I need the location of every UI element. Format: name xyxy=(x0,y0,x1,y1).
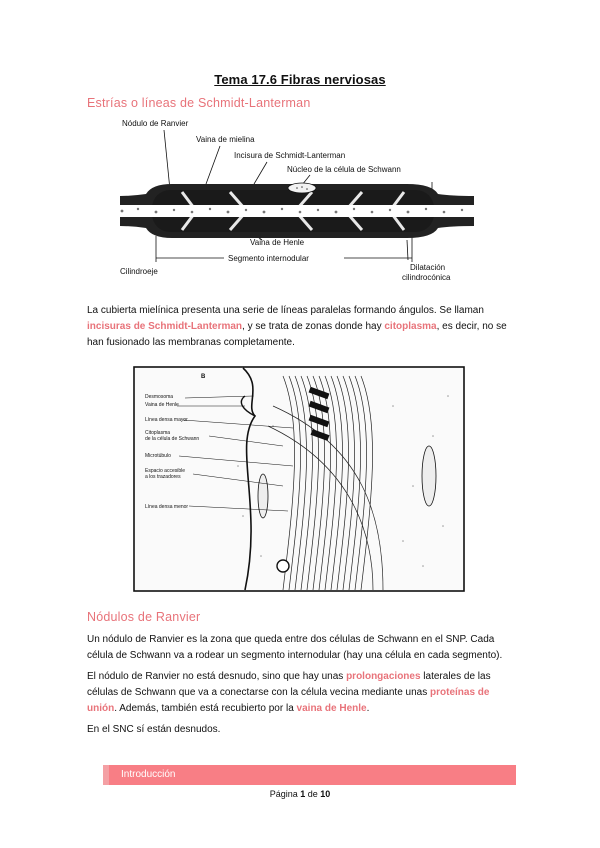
footer-tab-accent xyxy=(103,765,109,785)
paragraph-snc: En el SNC sí están desnudos. xyxy=(87,724,221,735)
label-desmosoma: Desmosoma xyxy=(145,394,174,400)
label-linea-densa-menor: Línea densa menor xyxy=(145,504,189,510)
label-microtubulo: Microtúbulo xyxy=(145,453,171,459)
paragraph-nodulo-definicion: Un nódulo de Ranvier es la zona que queda entre dos células de Schwann en el SNP. Cada célula de Schwann va a rodear un segmento internodular (hay una célula en cada segmento). xyxy=(87,634,503,661)
label-dilatacion-1: Dilatación xyxy=(410,263,446,272)
label-dilatacion-2: cilindrocónica xyxy=(402,273,451,282)
highlight-citoplasma: citoplasma xyxy=(384,321,437,332)
label-incisura: Incisura de Schmidt-Lanterman xyxy=(234,151,346,160)
label-cilindroeje: Cilindroeje xyxy=(120,267,158,276)
label-vaina-mielina: Vaina de mielina xyxy=(196,135,255,144)
highlight-incisuras: incisuras de Schmidt-Lanterman xyxy=(87,321,243,332)
schwann-ultrastructure-diagram xyxy=(133,366,465,592)
label-espacio-2: a los trazadores xyxy=(145,474,181,480)
label-segmento-internodular: Segmento internodular xyxy=(228,254,309,263)
page-title: Tema 17.6 Fibras nerviosas xyxy=(214,72,386,87)
label-citoplasma-1: Citoplasma xyxy=(145,430,171,436)
section-heading-schmidt-lanterman: Estrías o líneas de Schmidt-Lanterman xyxy=(87,96,311,110)
label-citoplasma-2: de la célula de Schwann xyxy=(145,436,200,442)
label-vaina-henle: Vaina de Henle xyxy=(250,238,305,247)
label-linea-densa-mayor: Línea densa mayor xyxy=(145,417,188,423)
label-nodulo-ranvier: Nódulo de Ranvier xyxy=(122,119,189,128)
section-heading-nodulos-ranvier: Nódulos de Ranvier xyxy=(87,610,201,624)
footer-section-label: Introducción xyxy=(121,769,176,780)
paragraph-nodulo-prolongaciones: El nódulo de Ranvier no está desnudo, sino que hay unas prolongaciones laterales de las células de Schwann que va a conectarse con la célula vecina mediante unas proteínas de unión. Además, también está recubierto por la vaina de Henle. xyxy=(87,671,491,714)
page-number: Página 1 de 10 xyxy=(269,789,331,799)
label-vaina-henle-2: Vaina de Henle xyxy=(145,402,179,408)
label-corner-b: B xyxy=(201,374,206,380)
highlight-prolongaciones: prolongaciones xyxy=(346,671,421,682)
highlight-proteinas-union: proteínas de unión xyxy=(87,687,490,714)
label-espacio-1: Espacio accesible xyxy=(145,468,186,474)
label-nucleo-schwann: Núcleo de la célula de Schwann xyxy=(287,165,401,174)
highlight-vaina-henle: vaina de Henle xyxy=(296,703,367,714)
footer-section-bar xyxy=(103,765,516,785)
paragraph-incisuras: La cubierta mielínica presenta una serie de líneas paralelas formando ángulos. Se llaman incisuras de Schmidt-Lanterman, y se trata de zonas donde hay citoplasma, es decir, no se han fusionado las membranas completamente. xyxy=(87,305,507,348)
myelin-fiber-diagram xyxy=(112,112,482,292)
